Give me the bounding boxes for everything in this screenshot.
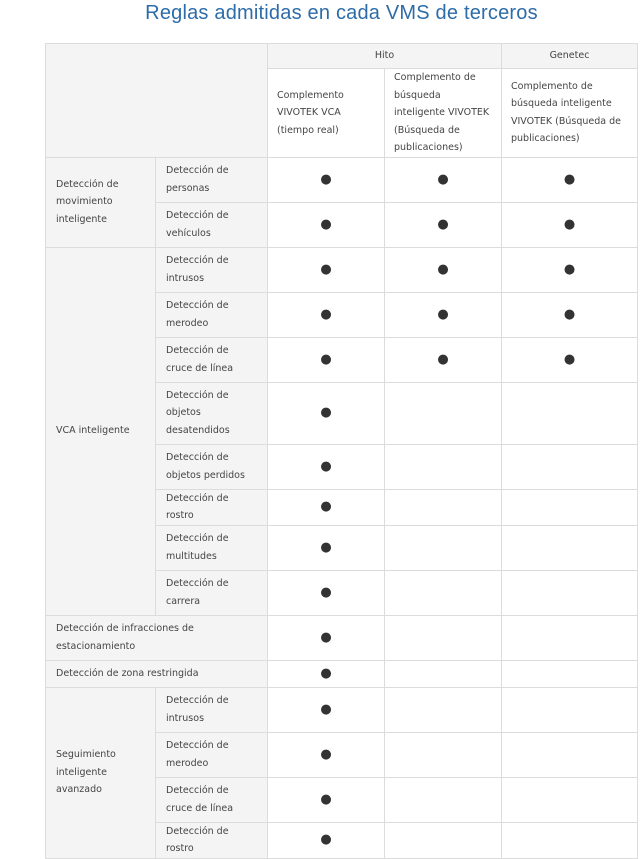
support-dot [502, 822, 638, 858]
support-dot: ● [385, 202, 502, 247]
category-vca: VCA inteligente [46, 247, 156, 615]
rules-table [45, 43, 638, 859]
support-dot: ● [268, 660, 385, 687]
rule-label: Detección de cruce de línea [156, 777, 268, 822]
support-dot [502, 525, 638, 570]
support-dot: ● [502, 292, 638, 337]
support-dot: ● [502, 337, 638, 382]
support-dot [502, 777, 638, 822]
support-dot: ● [268, 292, 385, 337]
support-dot: ● [268, 687, 385, 732]
support-dot [502, 570, 638, 615]
support-dot: ● [268, 732, 385, 777]
support-dot: ● [268, 382, 385, 444]
support-dot: ● [385, 247, 502, 292]
support-dot: ● [268, 777, 385, 822]
support-dot: ● [268, 337, 385, 382]
support-dot: ● [268, 247, 385, 292]
rule-label: Detección de merodeo [156, 732, 268, 777]
support-dot [385, 732, 502, 777]
category-parking: Detección de infracciones de estacionamiento [46, 615, 268, 660]
header-genetec-search: Complemento de búsqueda inteligente VIVOTEK (Búsqueda de publicaciones) [502, 69, 638, 158]
support-dot [385, 382, 502, 444]
header-hito: Hito [268, 44, 502, 69]
header-corner [46, 44, 268, 158]
rule-label: Detección de multitudes [156, 525, 268, 570]
support-dot: ● [268, 615, 385, 660]
header-genetec: Genetec [502, 44, 638, 69]
rule-label: Detección de vehículos [156, 202, 268, 247]
support-dot [502, 444, 638, 489]
support-dot: ● [385, 157, 502, 202]
support-dot [385, 444, 502, 489]
support-dot [502, 732, 638, 777]
rule-label: Detección de cruce de línea [156, 337, 268, 382]
category-motion: Detección de movimiento inteligente [46, 157, 156, 247]
rule-label: Detección de personas [156, 157, 268, 202]
support-dot: ● [502, 247, 638, 292]
support-dot: ● [268, 570, 385, 615]
category-tracking: Seguimiento inteligente avanzado [46, 687, 156, 858]
category-restricted: Detección de zona restringida [46, 660, 268, 687]
support-dot [502, 489, 638, 525]
support-dot: ● [502, 202, 638, 247]
rule-label: Detección de carrera [156, 570, 268, 615]
support-dot [385, 777, 502, 822]
rule-label: Detección de merodeo [156, 292, 268, 337]
support-dot: ● [268, 157, 385, 202]
support-dot: ● [268, 489, 385, 525]
support-dot [385, 687, 502, 732]
support-dot [502, 687, 638, 732]
support-dot [385, 822, 502, 858]
support-dot [502, 382, 638, 444]
header-hito-search: Complemento de búsqueda inteligente VIVOTEK (Búsqueda de publicaciones) [385, 69, 502, 158]
support-dot [385, 615, 502, 660]
support-dot: ● [268, 202, 385, 247]
support-dot [502, 660, 638, 687]
support-dot: ● [385, 337, 502, 382]
support-dot: ● [385, 292, 502, 337]
support-dot: ● [268, 822, 385, 858]
support-dot [385, 525, 502, 570]
support-dot [385, 660, 502, 687]
rule-label: Detección de objetos perdidos [156, 444, 268, 489]
support-dot [502, 615, 638, 660]
support-dot: ● [268, 525, 385, 570]
support-dot: ● [268, 444, 385, 489]
rule-label: Detección de rostro [156, 822, 268, 858]
rule-label: Detección de objetos desatendidos [156, 382, 268, 444]
support-dot [385, 489, 502, 525]
rule-label: Detección de intrusos [156, 687, 268, 732]
header-hito-vca: Complemento VIVOTEK VCA (tiempo real) [268, 69, 385, 158]
rule-label: Detección de rostro [156, 489, 268, 525]
rule-label: Detección de intrusos [156, 247, 268, 292]
support-dot: ● [502, 157, 638, 202]
support-dot [385, 570, 502, 615]
page-title: Reglas admitidas en cada VMS de terceros [145, 2, 538, 24]
